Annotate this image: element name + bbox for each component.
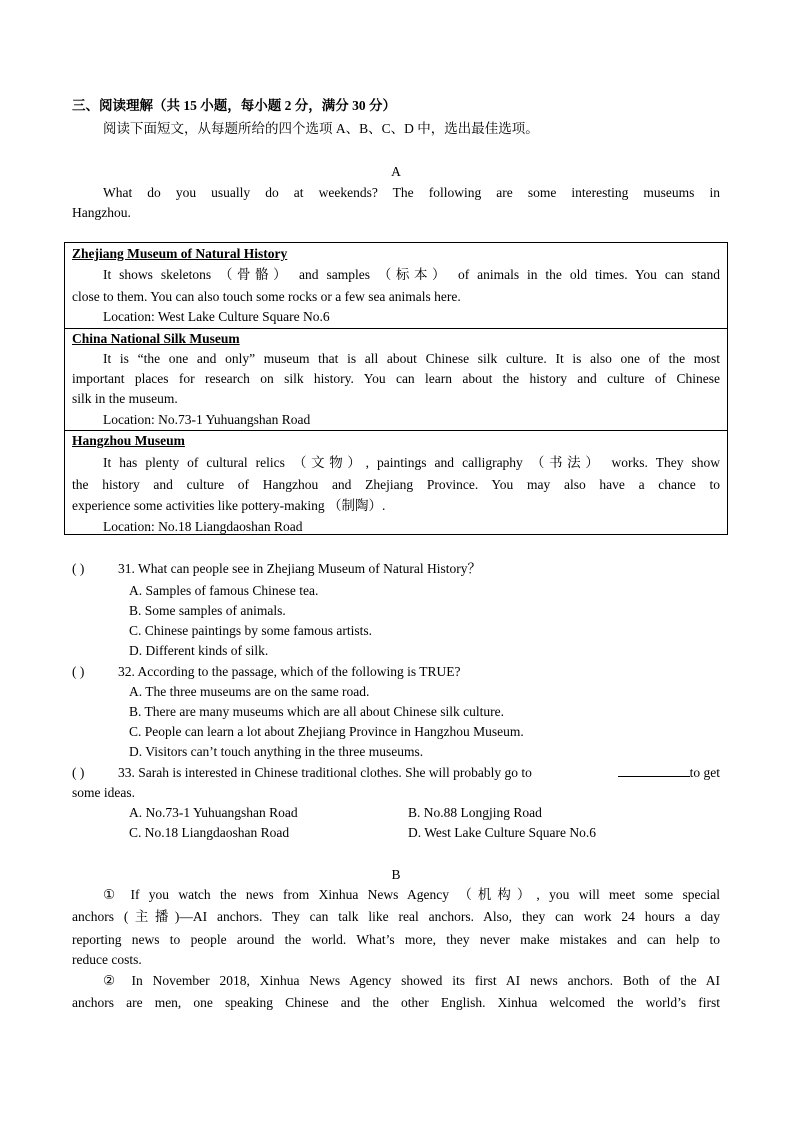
option-d[interactable]: D. Different kinds of silk. [129, 643, 269, 658]
museum-row-1 [65, 243, 727, 327]
option-a[interactable]: A. The three museums are on the same road. [129, 684, 370, 699]
passage-b-line: ② In November 2018, Xinhua News Agency showed its first AI news anchors. Both of the AI [103, 973, 720, 988]
passage-b-line: anchors are men, one speaking Chinese and the other English. Xinhua welcomed the world’s first [72, 995, 720, 1010]
museum-location: Location: West Lake Culture Square No.6 [103, 309, 330, 324]
question-stem: 31. What can people see in Zhejiang Museum of Natural History？ [118, 561, 482, 576]
museum-description-line: the history and culture of Hangzhou and Zhejiang Province. You may also have a chance to [72, 477, 720, 492]
option-c[interactable]: C. No.18 Liangdaoshan Road [129, 825, 290, 840]
option-b[interactable]: B. Some samples of animals. [129, 603, 286, 618]
museum-description-line: important places for research on silk history. You can learn about the history and culture of Chinese [72, 371, 720, 386]
museum-row-3 [65, 430, 727, 535]
question-stem: 32. According to the passage, which of the following is TRUE? [118, 664, 461, 679]
museum-location: Location: No.18 Liangdaoshan Road [103, 519, 303, 534]
museum-table [64, 242, 728, 535]
option-b[interactable]: B. No.88 Longjing Road [408, 805, 542, 820]
museum-description-line: close to them. You can also touch some rocks or a few sea animals here. [72, 289, 461, 304]
museum-location: Location: No.73-1 Yuhuangshan Road [103, 412, 311, 427]
museum-description-line: experience some activities like pottery-making （制陶）. [72, 498, 386, 513]
passage-b-line: ① If you watch the news from Xinhua News Agency （机构）, you will meet some special [103, 887, 720, 902]
museum-description-line: It has plenty of cultural relics （文物）, paintings and calligraphy （书法） works. They show [103, 455, 720, 470]
passage-b-line: anchors (主播)—AI anchors. They can talk like real anchors. Also, they can work 24 hours a day [72, 909, 720, 924]
option-a[interactable]: A. Samples of famous Chinese tea. [129, 583, 319, 598]
answer-paren[interactable]: ( ) [72, 765, 85, 780]
passage-a-intro-line-1: What do you usually do at weekends? The following are some interesting museums in [103, 185, 720, 200]
museum-description-line: It shows skeletons （骨骼） and samples （标本） of animals in the old times. You can stand [103, 267, 720, 282]
museum-name: Zhejiang Museum of Natural History [72, 246, 288, 261]
question-stem-tail: to get [618, 764, 720, 782]
museum-description-line: It is “the one and only” museum that is all about Chinese silk culture. It is also one of the most [103, 351, 720, 366]
option-b[interactable]: B. There are many museums which are all about Chinese silk culture. [129, 704, 505, 719]
question-stem-text: 33. Sarah is interested in Chinese traditional clothes. She will probably go to [118, 765, 532, 780]
passage-b-line: reduce costs. [72, 952, 142, 967]
option-a[interactable]: A. No.73-1 Yuhuangshan Road [129, 805, 298, 820]
section-title: 三、阅读理解（共 15 小题，每小题 2 分，满分 30 分） [72, 98, 396, 113]
answer-paren[interactable]: ( ) [72, 664, 85, 679]
passage-a-label: A [391, 164, 401, 179]
question-stem-cont: some ideas. [72, 785, 135, 800]
museum-name: China National Silk Museum [72, 331, 240, 346]
passage-a-intro-line-2: Hangzhou. [72, 205, 131, 220]
option-d[interactable]: D. Visitors can’t touch anything in the three museums. [129, 744, 424, 759]
museum-row-2 [65, 328, 727, 430]
museum-description-line: silk in the museum. [72, 391, 178, 406]
option-c[interactable]: C. Chinese paintings by some famous artists. [129, 623, 372, 638]
fill-blank[interactable] [618, 764, 690, 777]
passage-b-label: B [391, 867, 401, 882]
option-c[interactable]: C. People can learn a lot about Zhejiang Province in Hangzhou Museum. [129, 724, 524, 739]
question-stem [118, 764, 720, 782]
answer-paren[interactable]: ( ) [72, 561, 85, 576]
option-d[interactable]: D. West Lake Culture Square No.6 [408, 825, 596, 840]
museum-name: Hangzhou Museum [72, 433, 185, 448]
passage-b-line: reporting news to people around the world. What’s more, they never make mistakes and can help to [72, 932, 720, 947]
section-instruction: 阅读下面短文，从每题所给的四个选项 A、B、C、D 中，选出最佳选项。 [103, 121, 539, 136]
